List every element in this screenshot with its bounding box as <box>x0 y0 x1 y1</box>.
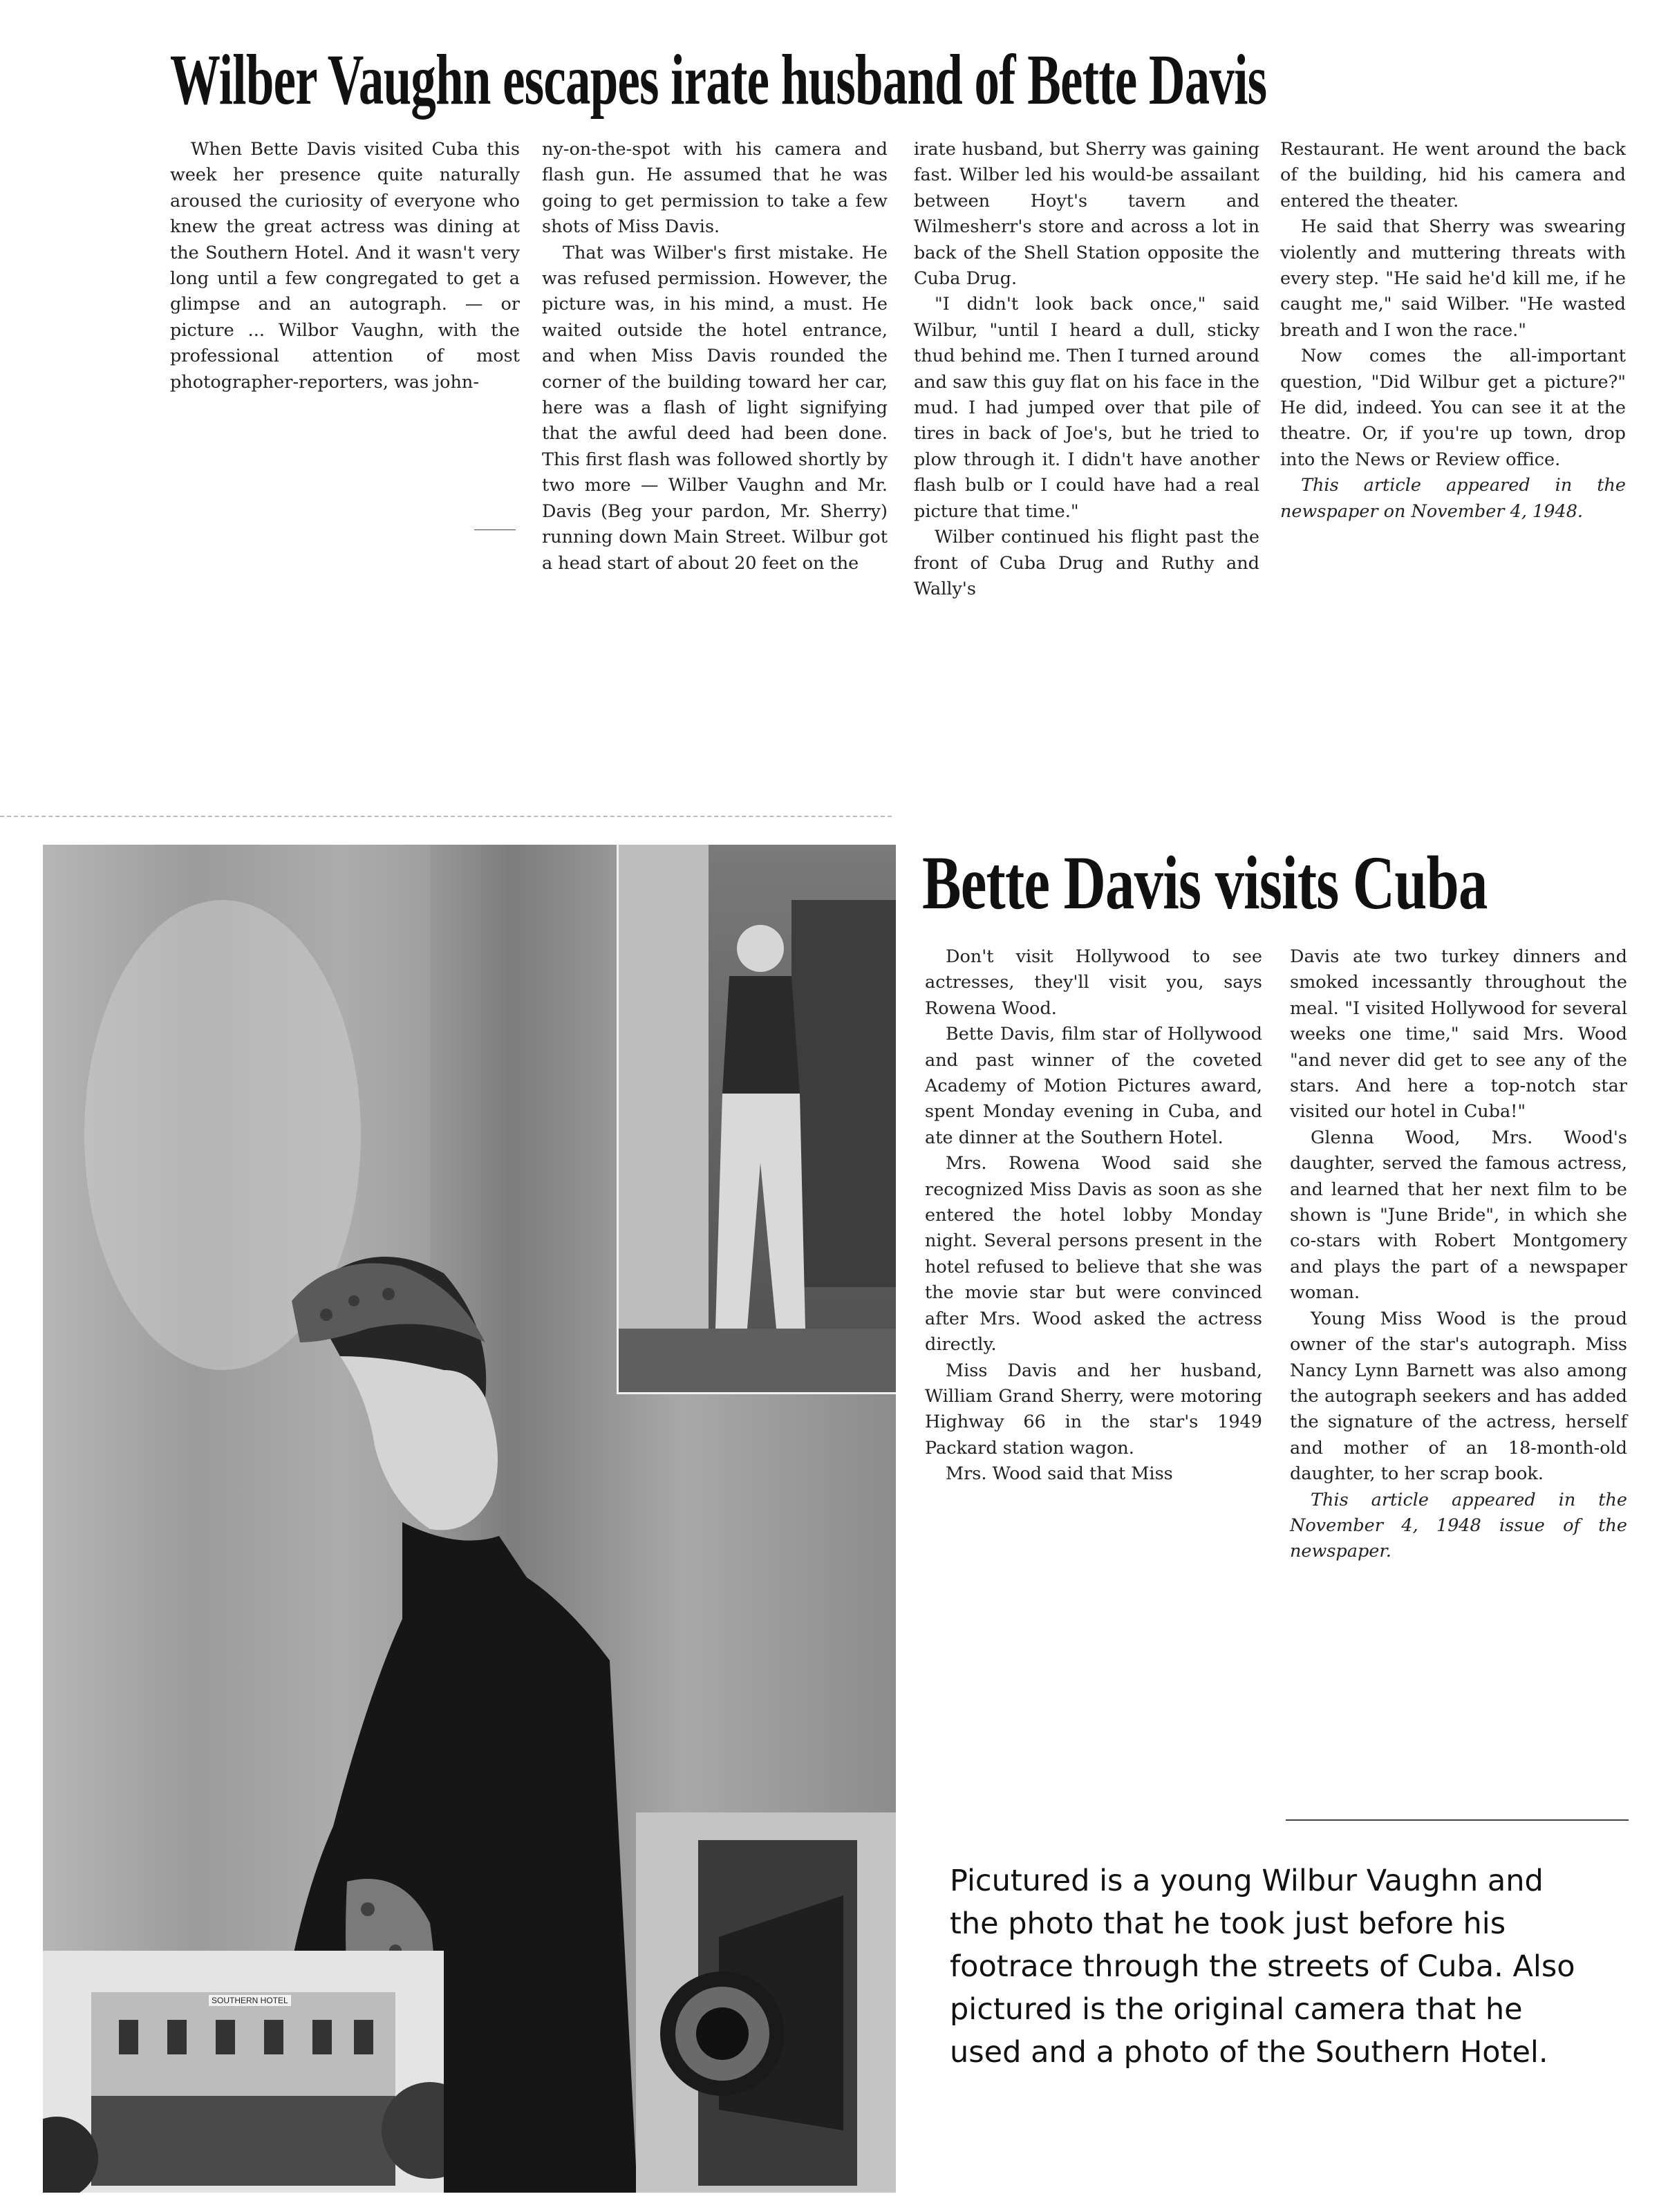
article2-col2-paragraph: Glenna Wood, Mrs. Wood's daughter, served the famous actress, and learned that her next film to be shown is "June Bride", in which she co-stars with Robert Montgomery and plays the part of a newspaper woman. <box>1290 1127 1627 1304</box>
article2-col1-paragraph: Bette Davis, film star of Hollywood and past winner of the coveted Academy of Motion Pictures award, spent Monday evening in Cuba, and ate dinner at the Southern Hotel. <box>925 1024 1262 1148</box>
article1-col3-paragraph: "I didn't look back once," said Wilbur, "until I heard a dull, sticky thud behind me. Then I turned around and saw this guy flat on his face in the mud. I had jumped over that pile of tires in back of Joe's, but he tried to plow through it. I didn't have another flash bulb or I could have had a real picture that time." <box>914 294 1259 522</box>
southern-hotel-photo <box>43 1951 444 2193</box>
article1-column-3 <box>914 137 1259 602</box>
article1-col2-paragraph: That was Wilber's first mistake. He was refused permission. However, the picture was, in his mind, a must. He waited outside the hotel entrance, and when Miss Davis rounded the corner of the building toward her car, here was a flash of light signifying that the awful deed had been done. This first flash was followed shortly by two more — Wilber Vaughn and Mr. Davis (Beg your pardon, Mr. Sherry) running down Main Street. Wilbur got a head start of about 20 feet on the <box>542 242 888 574</box>
article2-column-2 <box>1290 944 1627 1565</box>
hotel-building <box>43 1951 444 2193</box>
article2-col1-paragraph: Mrs. Wood said that Miss <box>946 1463 1173 1485</box>
folding-camera-photo <box>636 1812 896 2193</box>
wilbur-figure <box>619 845 896 1392</box>
article1-column-1 <box>170 137 520 395</box>
article2-headline: Bette Davis visits Cuba <box>922 841 1488 925</box>
article2-column-1 <box>925 944 1262 1488</box>
article1-col2-paragraph: ny-on-the-spot with his camera and flash gun. He assumed that he was going to get permission to take a few shots of Miss Davis. <box>542 139 888 238</box>
article1-column-2 <box>542 137 888 577</box>
hotel-sign: SOUTHERN HOTEL <box>209 1995 291 2006</box>
article1-col4-paragraph: Restaurant. He went around the back of the building, hid his camera and entered the theater. <box>1280 139 1626 212</box>
article2-col1-paragraph: Miss Davis and her husband, William Grand Sherry, were motoring Highway 66 in the star's 1949 Packard station wagon. <box>925 1360 1262 1459</box>
scan-edge-line <box>0 816 892 817</box>
photo-collage <box>43 845 896 2193</box>
article1-headline: Wilber Vaughn escapes irate husband of Bette Davis <box>170 40 1267 120</box>
wilbur-vaughn-photo <box>617 845 896 1394</box>
article1-col3-paragraph: Wilber continued his flight past the front of Cuba Drug and Ruthy and Wally's <box>914 527 1259 599</box>
article2-end-rule <box>1286 1819 1629 1821</box>
article1-col4-paragraph: Now comes the all-important question, "Did Wilbur get a picture?" He did, indeed. You can see it at the theatre. Or, if you're up town, drop into the News or Review office. <box>1280 346 1626 470</box>
article2-col1-paragraph: Don't visit Hollywood to see actresses, they'll visit you, says Rowena Wood. <box>925 946 1262 1019</box>
column-end-rule <box>474 529 516 530</box>
article2-col2-paragraph: Davis ate two turkey dinners and smoked incessantly throughout the meal. "I visited Hollywood for several weeks one time," said Mrs. Wood "and never did get to see any of the stars. And here a top-notch star visited our hotel in Cuba!" <box>1290 946 1627 1123</box>
article1-col4-paragraph: He said that Sherry was swearing violently and muttering threats with every step. "He said he'd kill me, if he caught me," said Wilber. "He wasted breath and I won the race." <box>1280 216 1626 341</box>
camera-icon <box>636 1812 896 2193</box>
article1-column-4 <box>1280 137 1626 525</box>
article1-source-note: This article appeared in the newspaper on November 4, 1948. <box>1280 475 1626 522</box>
article1-col1-paragraph: When Bette Davis visited Cuba this week her presence quite naturally aroused the curiosity of everyone who knew the great actress was dining at the Southern Hotel. And it wasn't very long until a few congregated to get a glimpse and an autograph. — or picture ... Wilbor Vaughn, with the professional attention of most photographer-reporters, was john- <box>170 139 520 393</box>
article2-col2-paragraph: Young Miss Wood is the proud owner of the star's autograph. Miss Nancy Lynn Barnett was also among the autograph seekers and has added the signature of the actress, herself and mother of an 18-month-old daughter, to her scrap book. <box>1290 1308 1627 1485</box>
article2-source-note: This article appeared in the November 4, 1948 issue of the newspaper. <box>1290 1489 1627 1562</box>
article1-col3-paragraph: irate husband, but Sherry was gaining fast. Wilber led his would-be assailant between Hoyt's tavern and Wilmesherr's store and across a lot in back of the Shell Station opposite the Cuba Drug. <box>914 139 1259 290</box>
photo-caption: Picutured is a young Wilbur Vaughn and the photo that he took just before his footrace through the streets of Cuba. Also pictured is the original camera that he used and a photo of the Southern Hotel. <box>950 1864 1575 2070</box>
article2-col1-paragraph: Mrs. Rowena Wood said she recognized Miss Davis as soon as she entered the hotel lobby Monday night. Several persons present in the hotel refused to believe that she was the movie star but were convinced after Mrs. Wood asked the actress directly. <box>925 1153 1262 1356</box>
